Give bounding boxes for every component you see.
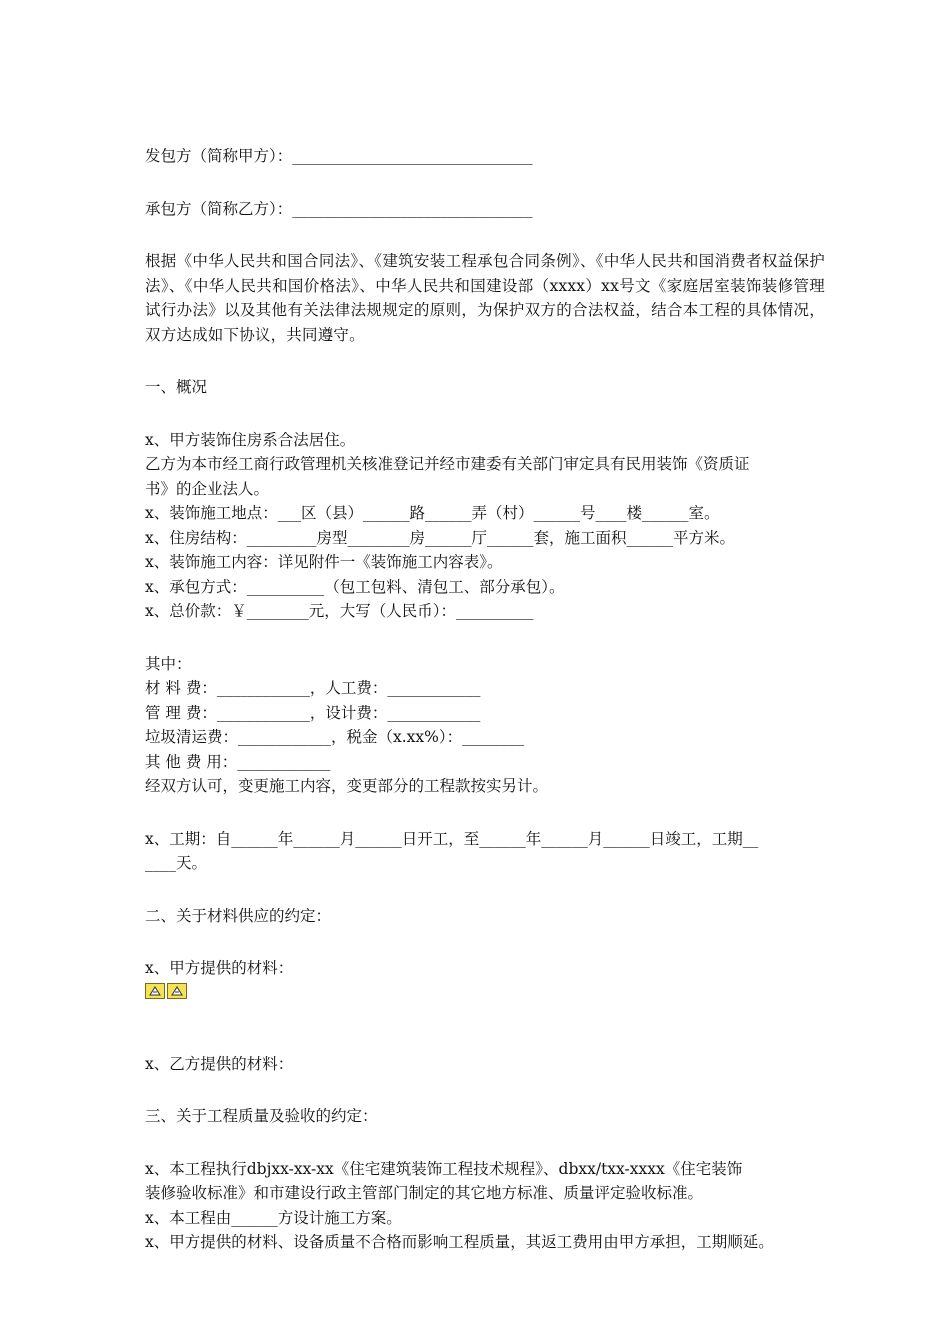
contract-document — [145, 144, 835, 1255]
section1-item: x、装饰施工内容：详见附件一《装饰施工内容表》。 — [145, 553, 503, 571]
cost-line: 其 他 费 用：____________ — [145, 752, 331, 771]
section1-item: x、承包方式：__________（包工包料、清包工、部分承包）。 — [145, 577, 565, 596]
party-b-materials: x、乙方提供的材料： — [145, 1054, 294, 1073]
section3-item: x、本工程执行dbjxx-xx-xx《住宅建筑装饰工程技术规程》、dbxx/txx-xxxx《住宅装饰 — [145, 1159, 743, 1178]
section2-heading: 二、关于材料供应的约定： — [145, 906, 332, 925]
schedule-line: ____天。 — [145, 854, 208, 872]
section1-item: x、甲方装饰住房系合法居住。 — [145, 430, 356, 449]
party-a-materials: x、甲方提供的材料： — [145, 959, 294, 977]
party-a-line: 发包方（简称甲方）：_______________________________ — [145, 147, 533, 165]
section3-heading: 三、关于工程质量及验收的约定： — [145, 1107, 378, 1125]
cost-line: 材 料 费：____________，人工费：____________ — [145, 679, 481, 697]
section1-item: x、总价款：￥________元，大写（人民币）：__________ — [145, 602, 534, 620]
embedded-objects — [145, 983, 835, 999]
section3-item: 装修验收标准》和市建设行政主管部门制定的其它地方标准、质量评定验收标准。 — [145, 1184, 704, 1202]
section1-item: 书》的企业法人。 — [145, 479, 270, 498]
schedule-line: x、工期：自______年______月______日开工，至______年______月______日竣工，工期__ — [145, 829, 759, 848]
section1-item: 乙方为本市经工商行政管理机关核准登记并经市建委有关部门审定具有民用装饰《资质证 — [145, 455, 750, 473]
section1-heading: 一、概况 — [145, 378, 208, 396]
cost-line: 其中： — [145, 654, 192, 673]
section1-item: x、装饰施工地点：___区（县）______路______弄（村）______号____楼______室。 — [145, 504, 720, 522]
cost-line: 垃圾清运费：____________，税金（x.xx%）：________ — [145, 728, 525, 746]
embedded-object-icon[interactable] — [145, 983, 165, 999]
section3-item: x、甲方提供的材料、设备质量不合格而影响工程质量，其返工费用由甲方承担，工期顺延。 — [145, 1233, 774, 1251]
preamble-paragraph: 根据《中华人民共和国合同法》、《建筑安装工程承包合同条例》、《中华人民共和国消费者权益保护法》、《中华人民共和国价格法》、中华人民共和国建设部（xxxx）xx号文《家庭居室装饰装修管理试行办法》以及其他有关法律法规规定的原则，为保护双方的合法权益，结合本工程的具体情况，双方达成如下协议，共同遵守。 — [145, 252, 825, 344]
embedded-object-icon[interactable] — [167, 983, 187, 999]
party-b-line: 承包方（简称乙方）：_______________________________ — [145, 199, 533, 218]
cost-line: 管 理 费：____________，设计费：____________ — [145, 703, 481, 722]
section1-item: x、住房结构：_________房型________房______厅______套，施工面积______平方米。 — [145, 528, 735, 547]
section3-item: x、本工程由______方设计施工方案。 — [145, 1208, 402, 1227]
cost-line: 经双方认可，变更施工内容，变更部分的工程款按实另计。 — [145, 777, 549, 795]
